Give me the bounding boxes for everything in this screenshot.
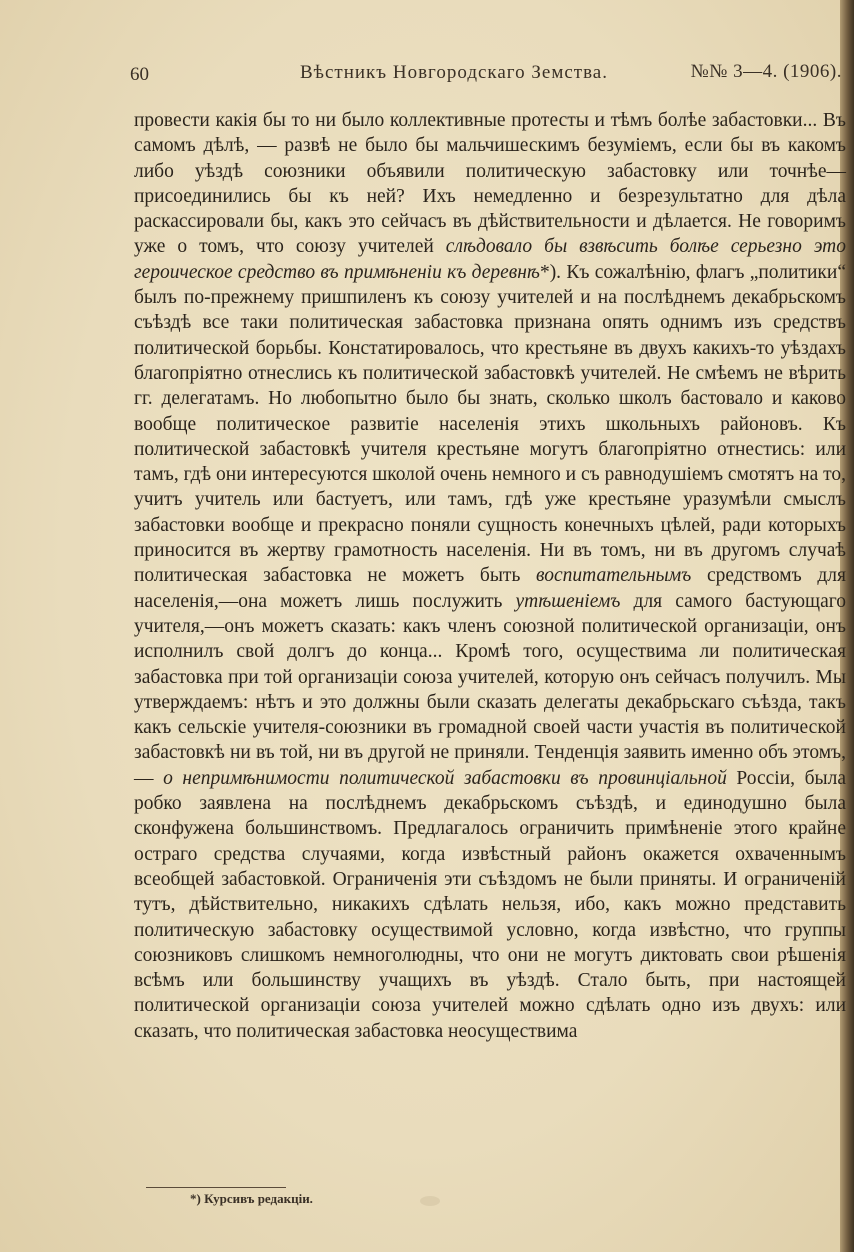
text-segment: провести какія бы то ни было коллективные протесты и тѣмъ болѣе забастовки... Въ самомъ дѣлѣ, — развѣ не было бы мальчишескимъ безуміемъ, если бы въ какомъ либо уѣздѣ союзники объявили политическую забастовку или точнѣе—присоединились бы къ ней? Ихъ немедленно и безрезультатно для дѣла раскассировали бы, какъ это сейчасъ въ дѣйствительности и дѣлается. Не говоримъ уже о томъ, что союзу учителей bbox=[134, 110, 846, 258]
body-text bbox=[134, 108, 846, 1044]
text-segment: Россіи, была робко заявлена на послѣднемъ декабрьскомъ съѣздѣ, и единодушно была сконфужена большинствомъ. Предлагалось ограничить примѣненіе этого крайне остраго средства случаями, когда извѣстный районъ окажется охваченнымъ всеобщей забастовкой. Ограниченія эти съѣздомъ не были приняты. И ограниченій тутъ, дѣйствительно, никакихъ сдѣлать нельзя, ибо, какъ можно представить политическую забастовку осуществимой условно, когда извѣстно, что группы союзниковъ слишкомъ немноголюдны, что они не могутъ диктовать свои рѣшенія всѣмъ или большинству учащихъ въ уѣздѣ. Стало быть, при настоящей политической организаціи союза учителей можно сдѣлать одно изъ двухъ: или сказать, что политическая забастовка неосуществима bbox=[134, 767, 847, 1042]
footnote: *) Курсивъ редакціи. bbox=[190, 1191, 313, 1206]
page-number: 60 bbox=[130, 64, 149, 85]
text-segment: средствомъ для населенія,—она можетъ лишь послужить bbox=[134, 565, 846, 612]
italic-segment: утѣшеніемъ bbox=[515, 590, 621, 612]
issue-number: №№ 3—4. (1906). bbox=[690, 61, 842, 82]
main-paragraph bbox=[134, 108, 846, 1044]
running-header bbox=[130, 56, 842, 90]
paper-stain bbox=[420, 1196, 440, 1206]
journal-title: Вѣстникъ Новгородскаго Земства. bbox=[300, 62, 608, 83]
text-segment: для самого бастующаго учителя,—онъ можетъ сказать: какъ членъ союзной политической организаціи, онъ исполнилъ свой долгъ до конца... Кромѣ того, осуществима ли политическая забастовка при той организаціи союза учителей, которую онъ сейчасъ получилъ. Мы утверждаемъ: нѣтъ и это должны были сказать делегаты декабрьскаго съѣзда, такъ какъ сельскіе учителя-союзники въ громадной своей части участія въ политической забастовкѣ ни въ той, ни въ другой не приняли. Тенденція заявить именно объ этомъ,— bbox=[134, 590, 846, 789]
italic-segment: воспитательнымъ bbox=[536, 565, 692, 587]
italic-segment: слѣдовало бы взвѣсить болѣе серьезно это героическое средство въ примѣненіи къ деревнѣ bbox=[134, 236, 846, 283]
text-segment: *). Къ сожалѣнію, флагъ „политики“ былъ по-прежнему пришпиленъ къ союзу учителей и на послѣднемъ декабрьскомъ съѣздѣ все таки политическая забастовка признана опять однимъ изъ средствъ политической борьбы. Констатировалось, что крестьяне въ двухъ какихъ-то уѣздахъ благопріятно отнеслись къ политической забастовкѣ учителей. Не смѣемъ не вѣрить гг. делегатамъ. Но любопытно было бы знать, сколько школъ бастовало и каково вообще политическое развитіе населенія этихъ школьныхъ районовъ. Къ политической забастовкѣ учителя крестьяне могутъ благопріятно отнестись: или тамъ, гдѣ они интересуются школой очень немного и съ равнодушіемъ смотятъ на то, учитъ учитель или бастуетъ, или тамъ, гдѣ уже крестьяне уразумѣли смыслъ забастовки вообще и прекрасно поняли сущность конечныхъ цѣлей, ради которыхъ приносится въ жертву грамотность населенія. Ни въ томъ, ни въ другомъ случаѣ политическая забастовка не можетъ быть bbox=[134, 261, 846, 587]
footnote-divider bbox=[146, 1187, 286, 1188]
italic-segment: о непримѣнимости политической забастовки въ провинціальной bbox=[163, 767, 727, 789]
